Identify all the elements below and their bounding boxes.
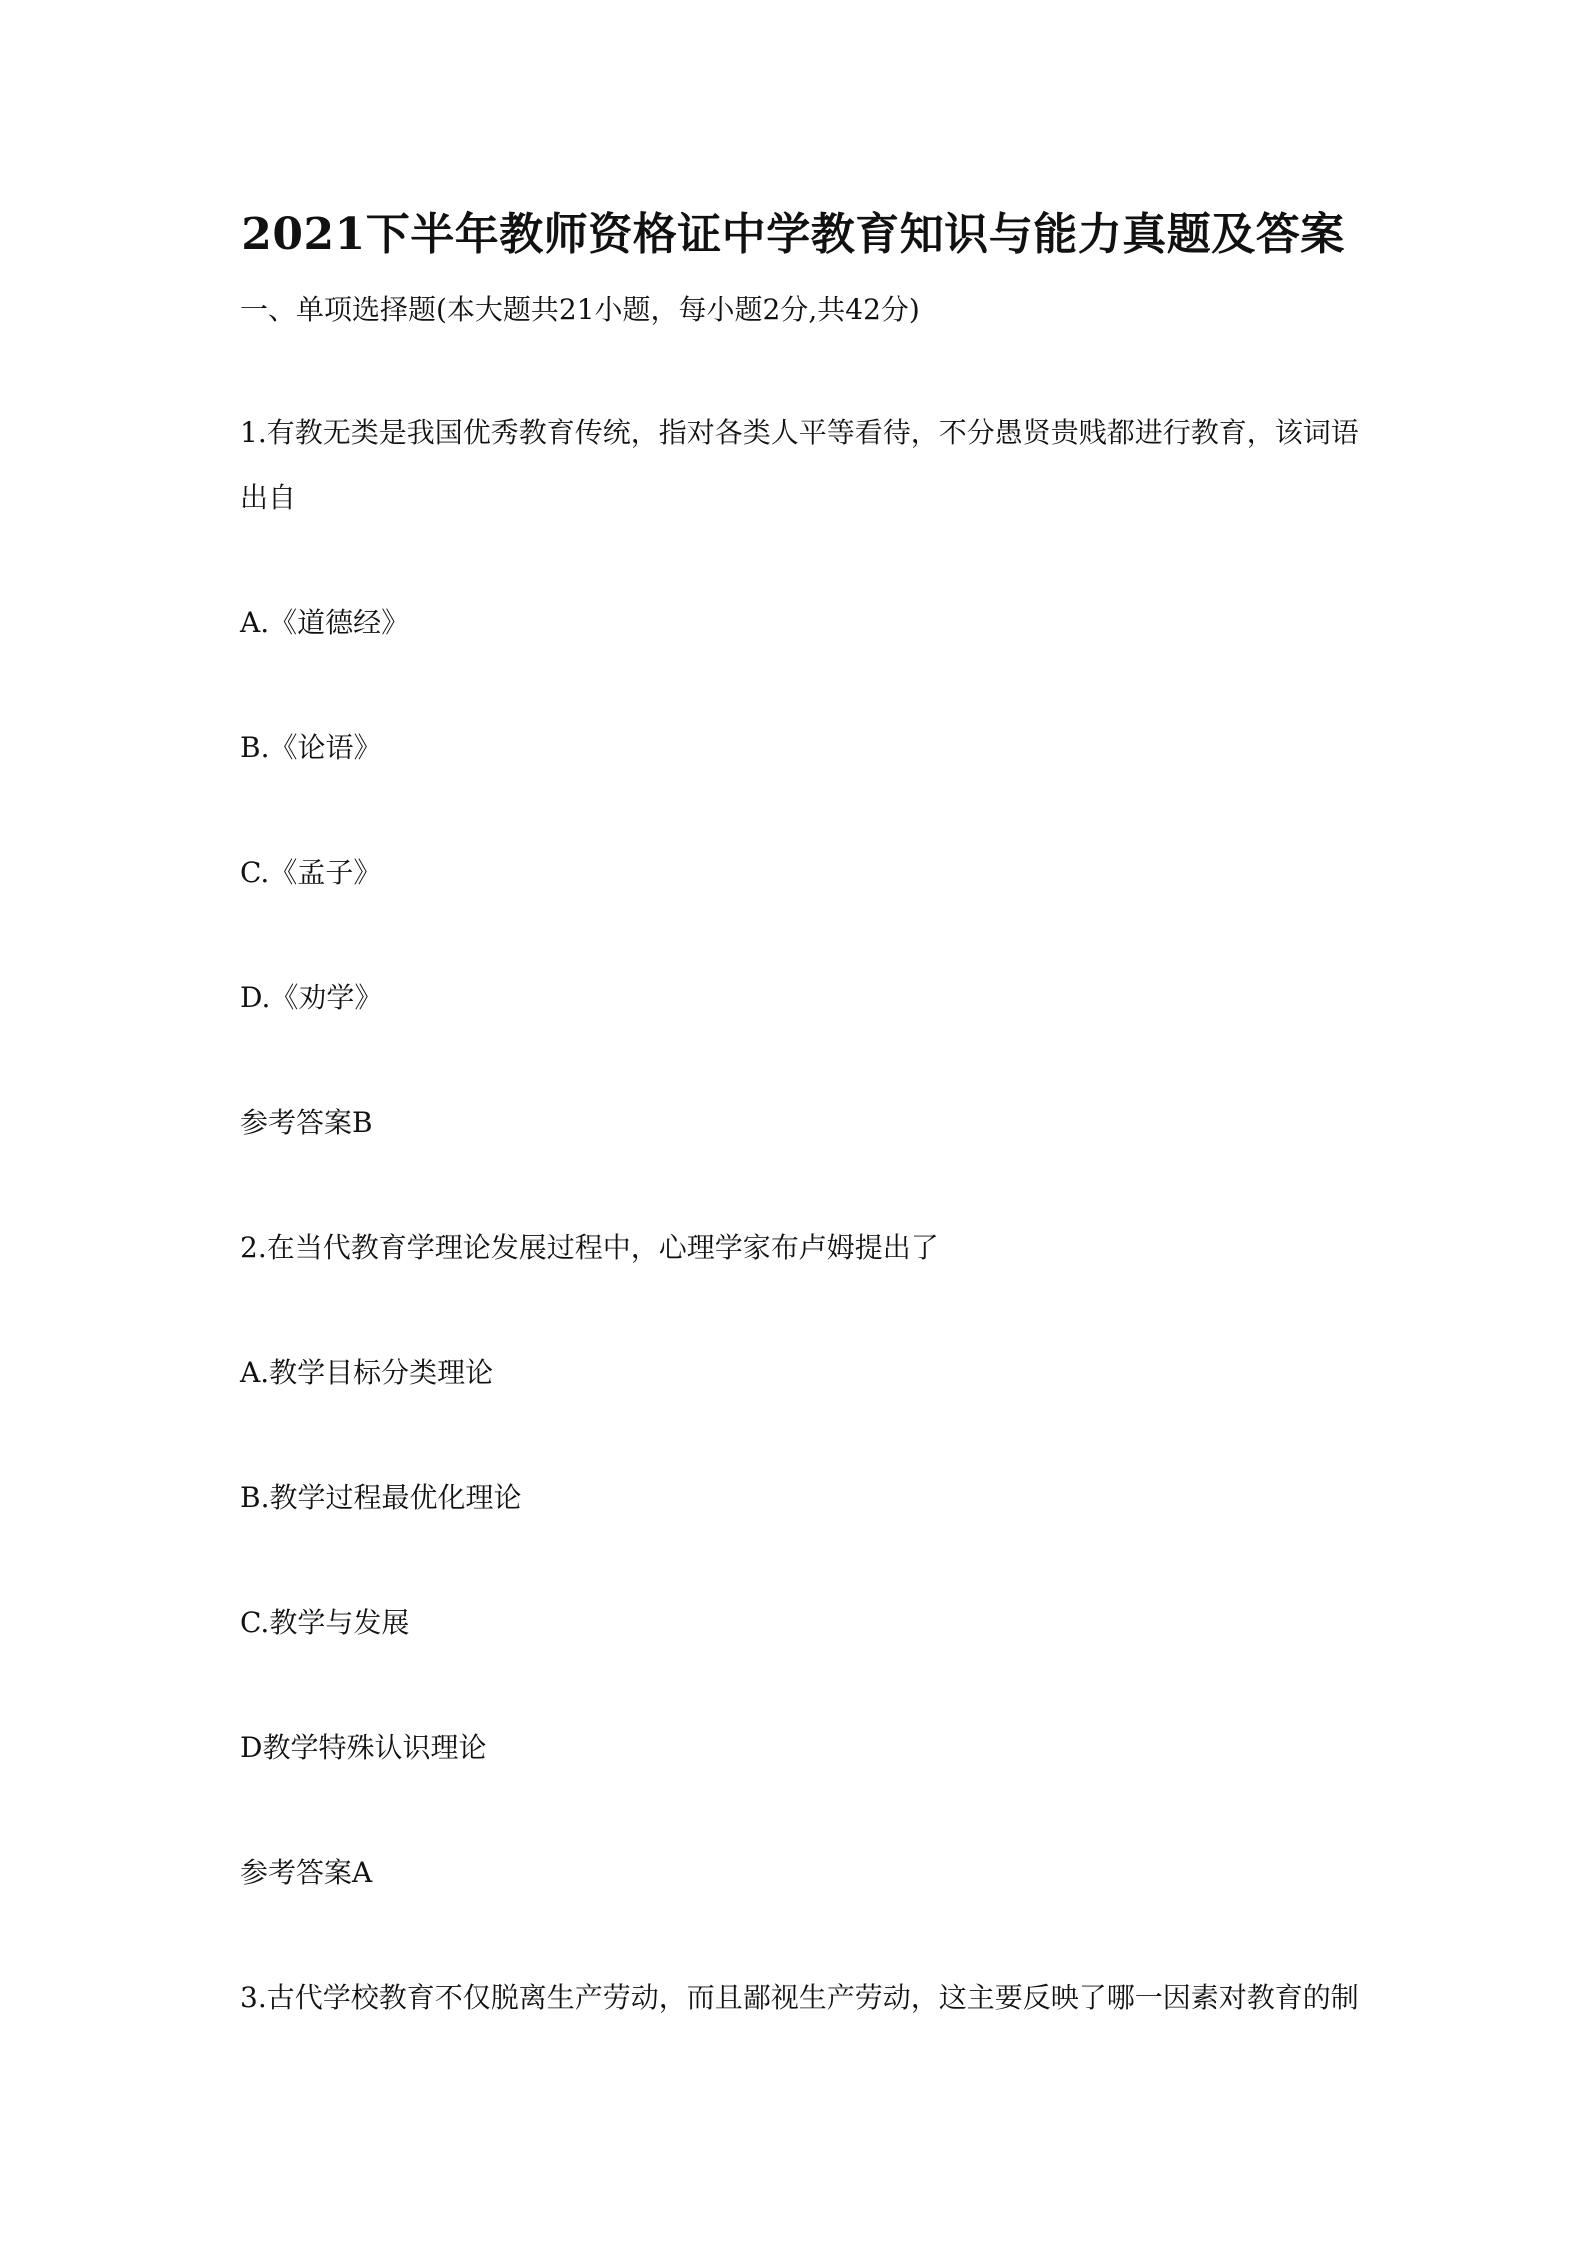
question-1-stem-line1: 1.有教无类是我国优秀教育传统，指对各类人平等看待，不分愚贤贵贱都进行教育，该词语 xyxy=(240,416,1359,449)
question-1-option-c: C.《孟子》 xyxy=(240,856,382,889)
question-2-option-c: C.教学与发展 xyxy=(240,1606,410,1639)
question-3-stem-line1: 3.古代学校教育不仅脱离生产劳动，而且鄙视生产劳动，这主要反映了哪一因素对教育的制 xyxy=(240,1981,1359,2014)
question-2-answer: 参考答案A xyxy=(240,1856,373,1889)
question-1-stem-line2: 出自 xyxy=(240,481,297,514)
question-2-stem-line1: 2.在当代教育学理论发展过程中，心理学家布卢姆提出了 xyxy=(240,1231,939,1264)
section-heading: 一、单项选择题(本大题共21小题，每小题2分,共42分) xyxy=(240,293,920,326)
document-title: 2021下半年教师资格证中学教育知识与能力真题及答案 xyxy=(241,209,1345,260)
question-1-option-d: D.《劝学》 xyxy=(240,981,383,1014)
question-2-option-a: A.教学目标分类理论 xyxy=(240,1356,494,1389)
question-1-option-b: B.《论语》 xyxy=(240,731,382,764)
question-2-option-b: B.教学过程最优化理论 xyxy=(240,1481,522,1514)
question-1-option-a: A.《道德经》 xyxy=(240,606,410,639)
question-1-answer: 参考答案B xyxy=(240,1106,373,1139)
question-2-option-d: D教学特殊认识理论 xyxy=(240,1731,487,1764)
